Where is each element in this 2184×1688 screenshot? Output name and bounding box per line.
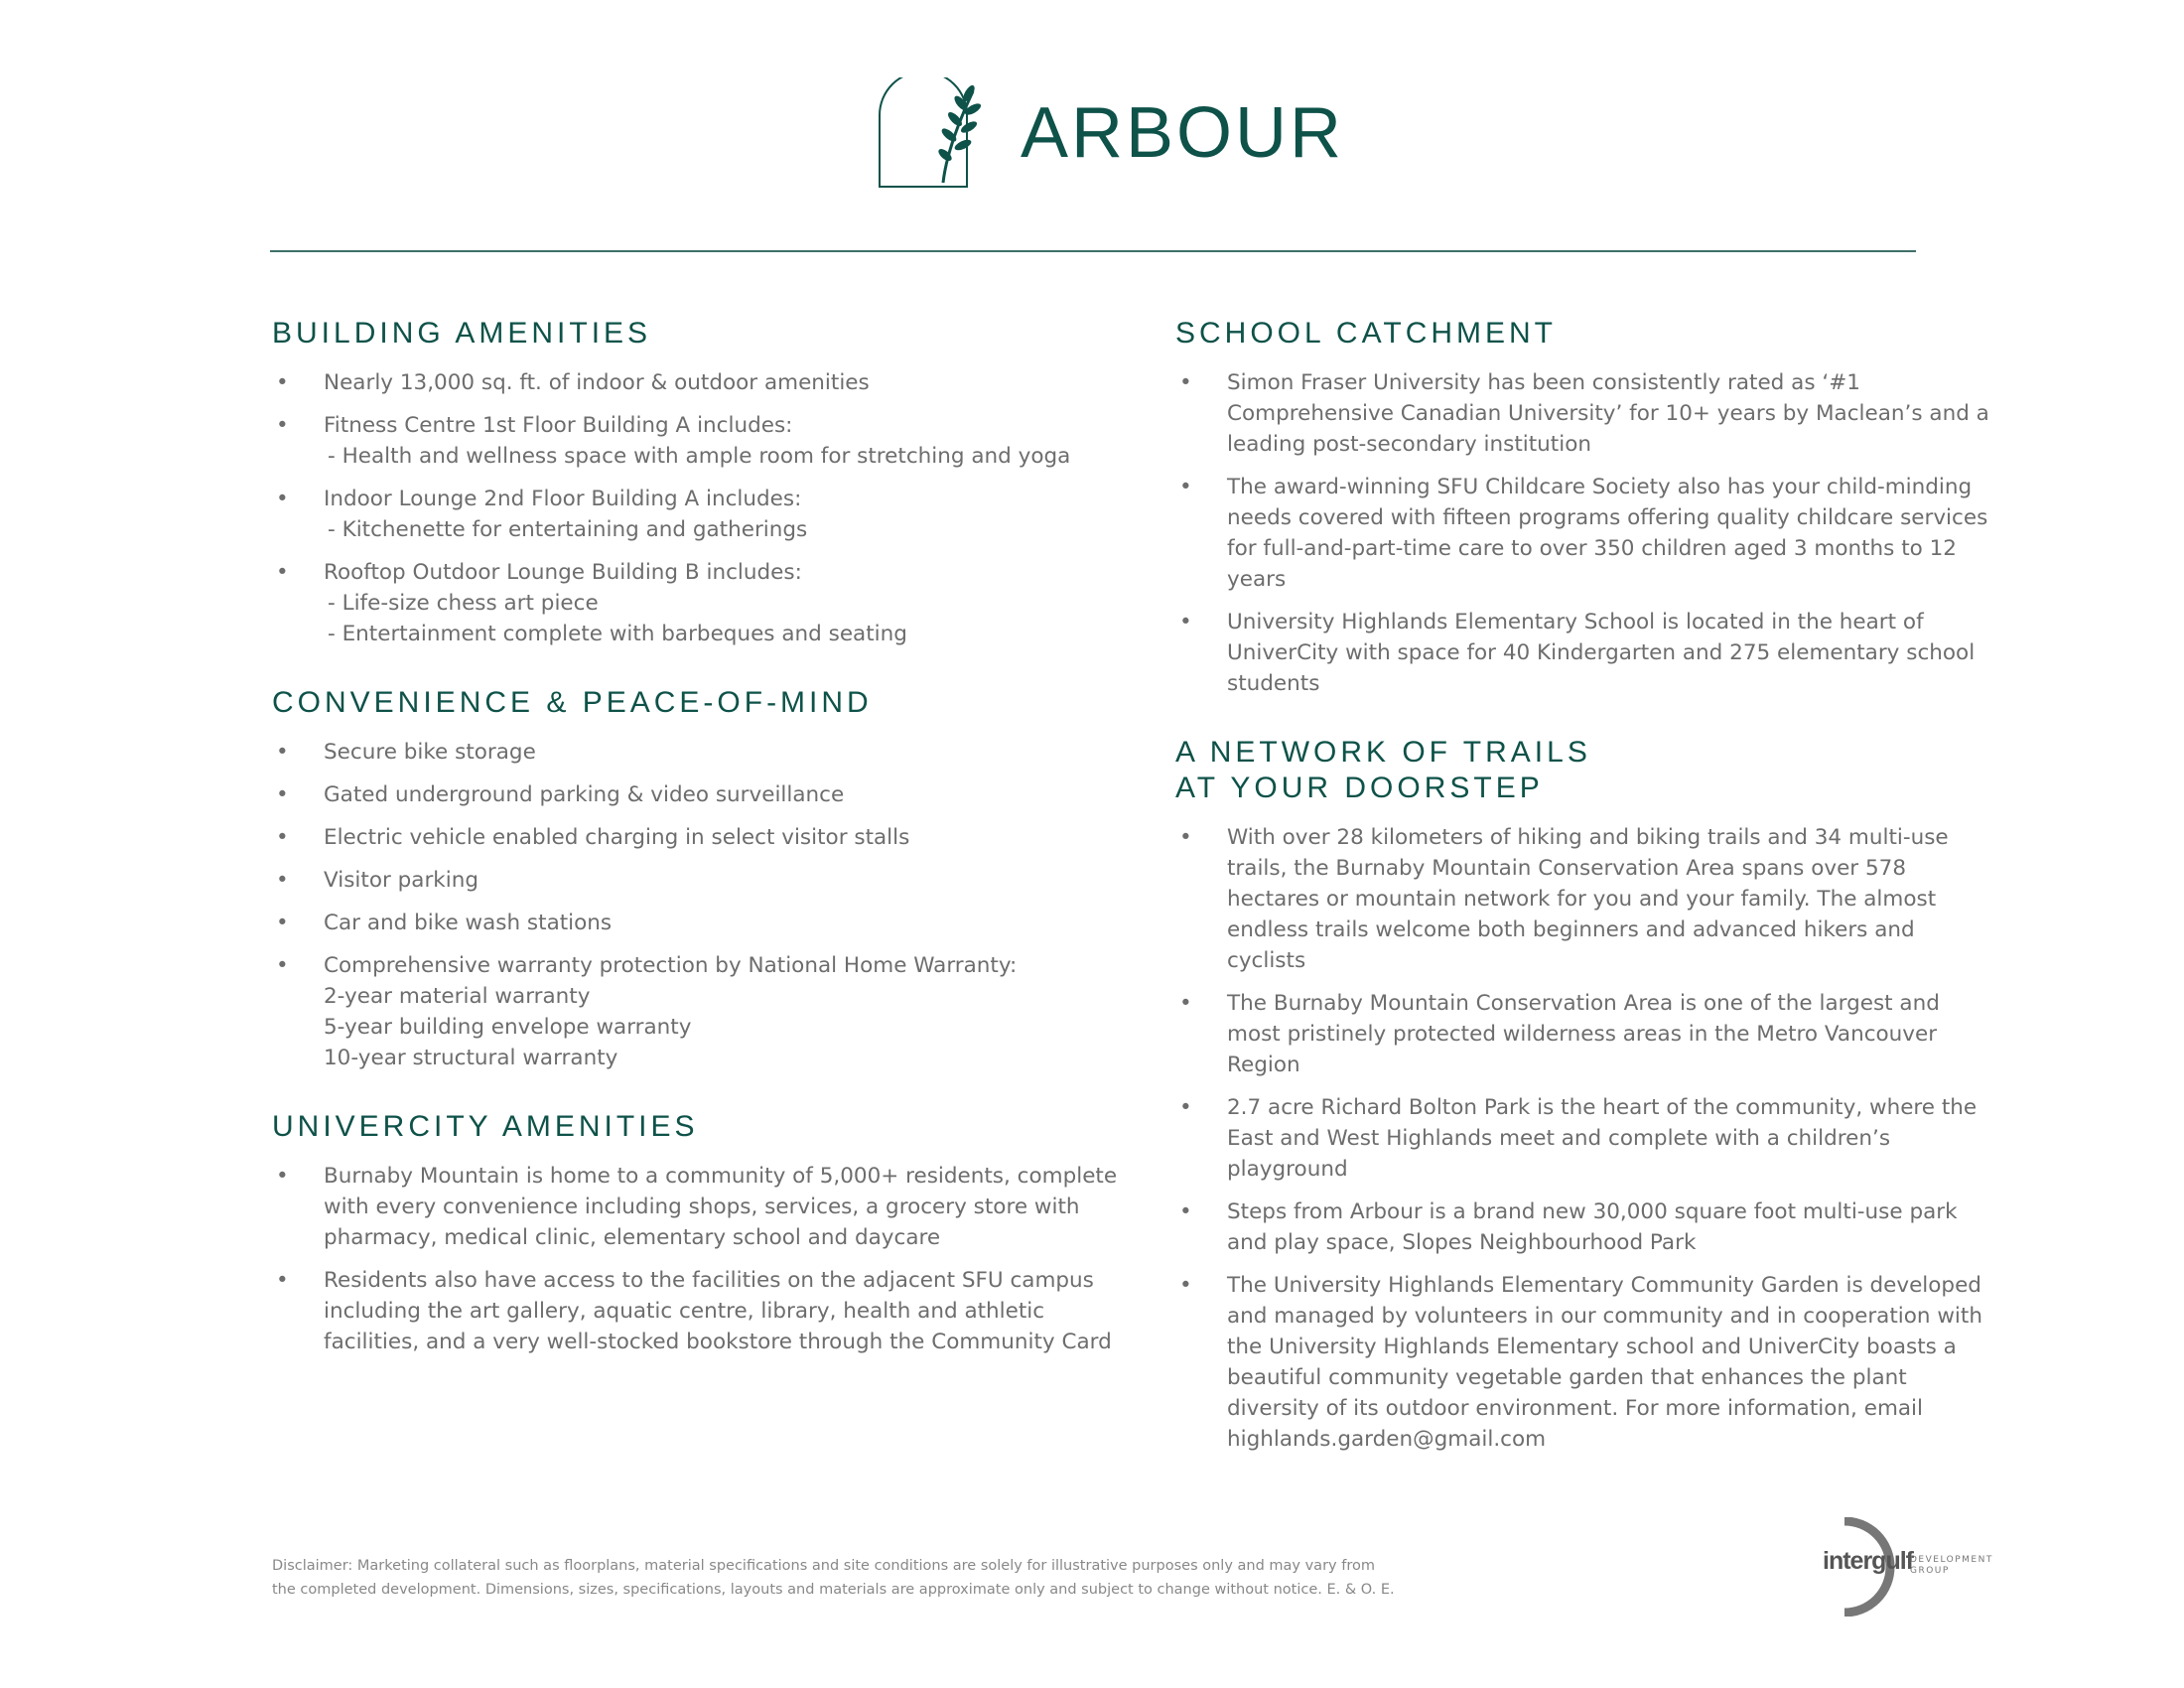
list-item: • Gated underground parking & video surveillance	[272, 779, 1126, 810]
list-item: • Comprehensive warranty protection by National Home Warranty: 2-year material warranty 5-year building envelope warranty 10-year structural warranty	[272, 950, 1126, 1073]
list-item: • 2.7 acre Richard Bolton Park is the heart of the community, where the East and West Highlands meet and complete with a children’s playground	[1175, 1092, 1999, 1185]
sub-item: 5-year building envelope warranty	[324, 1015, 692, 1040]
arbour-logo	[874, 77, 1345, 192]
list-item: • University Highlands Elementary School is located in the heart of UniverCity with space for 40 Kindergarten and 275 elementary school students	[1175, 607, 1999, 699]
sub-item: 10-year structural warranty	[324, 1046, 618, 1070]
list-item: • Simon Fraser University has been consistently rated as ‘#1 Comprehensive Canadian University’ for 10+ years by Maclean’s and a leading post-secondary institution	[1175, 367, 1999, 460]
developer-name: intergulf	[1823, 1547, 1913, 1575]
section-heading	[1175, 735, 1999, 806]
header-divider	[270, 250, 1916, 252]
heading-line: A NETWORK OF TRAILS	[1175, 736, 1591, 769]
list-item: • The University Highlands Elementary Community Garden is developed and managed by volunteers in our community and in cooperation with the University Highlands Elementary school and UniverCity boasts a beautiful community vegetable garden that enhances the plant diversity of its outdoor environment. For more information, email highlands.garden@gmail.com	[1175, 1270, 1999, 1455]
sub-item: - Entertainment complete with barbeques and seating	[328, 622, 907, 646]
list-item: • Nearly 13,000 sq. ft. of indoor & outdoor amenities	[272, 367, 1126, 398]
left-column	[272, 316, 1126, 1393]
list-item: • Fitness Centre 1st Floor Building A includes: - Health and wellness space with ample room for stretching and yoga	[272, 410, 1126, 472]
univercity-section	[272, 1109, 1126, 1357]
list-item: • Steps from Arbour is a brand new 30,000 square foot multi-use park and play space, Slopes Neighbourhood Park	[1175, 1196, 1999, 1258]
arch-leaf-icon	[874, 77, 985, 189]
list-item: • Visitor parking	[272, 865, 1126, 896]
bullet-list	[272, 1161, 1126, 1357]
list-item: • Residents also have access to the facilities on the adjacent SFU campus including the art gallery, aquatic centre, library, health and athletic facilities, and a very well-stocked bookstore through the Community Card	[272, 1265, 1126, 1357]
sub-item: - Health and wellness space with ample room for stretching and yoga	[328, 444, 1071, 469]
list-item: • Car and bike wash stations	[272, 908, 1126, 938]
building-amenities-section	[272, 316, 1126, 649]
developer-tagline: DEVELOPMENT GROUP	[1910, 1555, 1993, 1576]
list-item: • With over 28 kilometers of hiking and biking trails and 34 multi-use trails, the Burnaby Mountain Conservation Area spans over 578 hectares or mountain network for you and your family. The almost endless trails welcome both beginners and advanced hikers and cyclists	[1175, 822, 1999, 976]
list-item: • Burnaby Mountain is home to a community of 5,000+ residents, complete with every convenience including shops, services, a grocery store with pharmacy, medical clinic, elementary school and daycare	[272, 1161, 1126, 1253]
disclaimer-line: the completed development. Dimensions, sizes, specifications, layouts and materials are approximate only and subject to change without notice. E. & O. E.	[272, 1582, 1395, 1598]
list-item: • Electric vehicle enabled charging in select visitor stalls	[272, 822, 1126, 853]
sub-item: - Kitchenette for entertaining and gatherings	[328, 517, 808, 542]
right-column	[1175, 316, 1999, 1490]
bullet-list	[1175, 367, 1999, 699]
sub-item: 2-year material warranty	[324, 984, 591, 1009]
trails-section	[1175, 735, 1999, 1455]
list-item: • Indoor Lounge 2nd Floor Building A includes: - Kitchenette for entertaining and gatherings	[272, 484, 1126, 545]
disclaimer	[272, 1554, 1563, 1602]
section-heading: SCHOOL CATCHMENT	[1175, 317, 1558, 350]
list-item: • The Burnaby Mountain Conservation Area is one of the largest and most pristinely protected wilderness areas in the Metro Vancouver Region	[1175, 988, 1999, 1080]
brand-wordmark: ARBOUR	[1021, 93, 1345, 173]
heading-line: AT YOUR DOORSTEP	[1175, 772, 1544, 804]
bullet-list	[272, 737, 1126, 1073]
sub-item: - Life-size chess art piece	[328, 591, 599, 616]
school-catchment-section	[1175, 316, 1999, 699]
list-item: • Secure bike storage	[272, 737, 1126, 768]
bullet-list	[1175, 822, 1999, 1455]
list-item: • Rooftop Outdoor Lounge Building B includes: - Life-size chess art piece - Entertainment complete with barbeques and seating	[272, 557, 1126, 649]
section-heading: UNIVERCITY AMENITIES	[272, 1110, 699, 1143]
bullet-list	[272, 367, 1126, 649]
developer-logo	[1819, 1517, 1997, 1617]
section-heading: CONVENIENCE & PEACE-OF-MIND	[272, 686, 873, 719]
disclaimer-line: Disclaimer: Marketing collateral such as floorplans, material specifications and site conditions are solely for illustrative purposes only and may vary from	[272, 1558, 1375, 1574]
list-item: • The award-winning SFU Childcare Society also has your child-minding needs covered with fifteen programs offering quality childcare services for full-and-part-time care to over 350 children aged 3 months to 12 years	[1175, 472, 1999, 595]
convenience-section	[272, 685, 1126, 1073]
section-heading: BUILDING AMENITIES	[272, 317, 652, 350]
